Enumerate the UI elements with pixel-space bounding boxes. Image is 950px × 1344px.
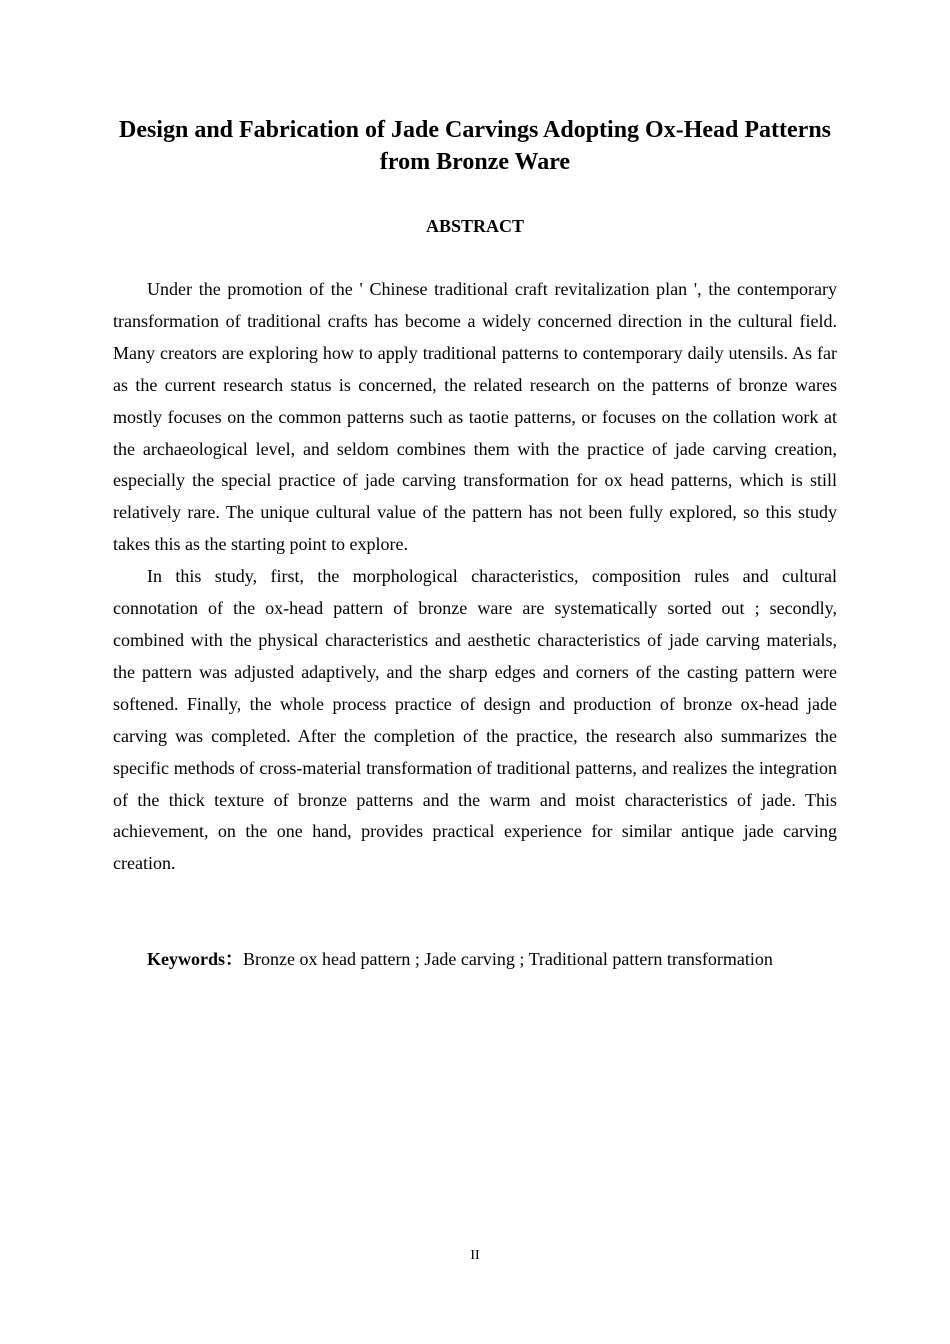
abstract-heading: ABSTRACT — [425, 216, 525, 236]
keywords-text: Bronze ox head pattern ; Jade carving ; Traditional pattern transformation — [243, 949, 773, 969]
keywords-line — [147, 944, 837, 976]
abstract-body — [113, 274, 837, 880]
page-number: II — [470, 1248, 480, 1263]
abstract-paragraph-1: Under the promotion of the ' Chinese traditional craft revitalization plan ', the contemporary transformation of traditional crafts has become a widely concerned direction in the cultural field. Many creators are exploring how to apply traditional patterns to contemporary daily utensils. As far as the current research status is concerned, the related research on the patterns of bronze wares mostly focuses on the common patterns such as taotie patterns, or focuses on the collation work at the archaeological level, and seldom combines them with the practice of jade carving creation, especially the special practice of jade carving transformation for ox head patterns, which is still relatively rare. The unique cultural value of the pattern has not been fully explored, so this study takes this as the starting point to explore. — [113, 279, 837, 555]
abstract-paragraph-2: In this study, first, the morphological characteristics, composition rules and cultural connotation of the ox-head pattern of bronze ware are systematically sorted out ; secondly, combined with the physical characteristics and aesthetic characteristics of jade carving materials, the pattern was adjusted adaptively, and the sharp edges and corners of the casting pattern were softened. Finally, the whole process practice of design and production of bronze ox-head jade carving was completed. After the completion of the practice, the research also summarizes the specific methods of cross-material transformation of traditional patterns, and realizes the integration of the thick texture of bronze patterns and the warm and moist characteristics of jade. This achievement, on the one hand, provides practical experience for similar antique jade carving creation. — [113, 566, 837, 874]
keywords-label: Keywords： — [147, 949, 243, 969]
document-title: Design and Fabrication of Jade Carvings Adopting Ox-Head Patterns from Bronze Ware — [118, 117, 832, 175]
